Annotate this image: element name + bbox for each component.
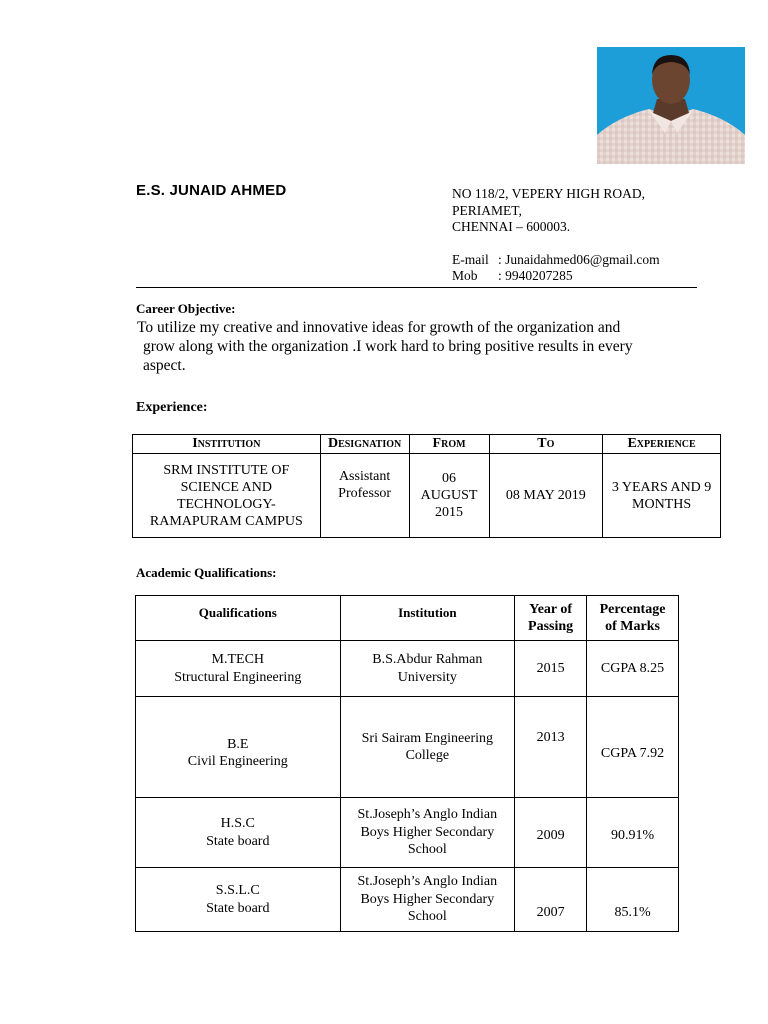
institution-cell	[340, 798, 515, 868]
experience-heading: Experience:	[136, 400, 208, 415]
cell-line: SRM INSTITUTE OF	[163, 462, 290, 478]
cell-line: School	[407, 842, 447, 858]
experience-table	[132, 434, 721, 538]
cell-line: State board	[206, 833, 270, 849]
header-line: Percentage	[599, 601, 666, 617]
cell-line: M.TECH	[211, 652, 265, 667]
cell-line: Sri Sairam Engineering	[361, 730, 494, 746]
academic-heading: Academic Qualifications:	[136, 565, 277, 580]
header-line: of Marks	[605, 619, 660, 634]
career-objective-heading: Career Objective:	[136, 301, 236, 316]
contact-block	[452, 186, 660, 285]
table-row	[136, 697, 679, 798]
cell-line: S.S.L.C	[215, 883, 260, 898]
institution-cell	[340, 868, 515, 932]
objective-line: grow along with the organization .I work hard to bring positive results in every	[143, 338, 633, 355]
header-line: Year of	[529, 601, 573, 617]
cell-line: TECHNOLOGY-	[176, 496, 276, 512]
cell-line: H.S.C	[220, 816, 255, 831]
year-cell: 2015	[515, 641, 587, 697]
qualification-cell	[136, 798, 341, 868]
column-header: Institution	[133, 435, 321, 454]
experience-header-row	[133, 435, 721, 454]
qualification-cell	[136, 868, 341, 932]
cell-line: Civil Engineering	[187, 754, 288, 769]
institution-cell	[133, 454, 321, 538]
institution-cell	[340, 697, 515, 798]
objective-line: aspect.	[143, 357, 186, 374]
mobile-label: Mob	[452, 268, 478, 283]
table-row	[136, 798, 679, 868]
cell-line: Boys Higher Secondary	[360, 891, 495, 907]
year-cell: 2013	[515, 697, 587, 798]
cell-line: 3 YEARS AND 9	[611, 479, 712, 495]
cell-line: SCIENCE AND	[180, 479, 273, 495]
cell-line: RAMAPURAM CAMPUS	[149, 513, 303, 529]
cell-line: State board	[206, 900, 270, 916]
year-cell: 2007	[515, 868, 587, 932]
header-divider	[136, 287, 697, 288]
cell-line: School	[407, 909, 447, 925]
email-row	[452, 252, 660, 269]
candidate-name: E.S. JUNAID AHMED	[136, 182, 287, 199]
cell-line: 06	[442, 471, 457, 486]
table-row	[136, 868, 679, 932]
cell-line: Professor	[338, 486, 392, 501]
marks-cell: 85.1%	[587, 868, 679, 932]
cell-line: Boys Higher Secondary	[360, 824, 495, 840]
objective-line: To utilize my creative and innovative ideas for growth of the organization and	[137, 319, 621, 336]
career-objective-text	[137, 318, 677, 375]
profile-photo	[597, 47, 745, 164]
address-line: PERIAMET,	[452, 202, 522, 218]
marks-cell: CGPA 7.92	[587, 697, 679, 798]
experience-cell	[603, 454, 721, 538]
cell-line: B.S.Abdur Rahman	[372, 652, 483, 667]
column-header: From	[409, 435, 489, 454]
academic-header-row	[136, 596, 679, 641]
address-line: CHENNAI – 600003.	[452, 219, 571, 234]
table-row	[133, 454, 721, 538]
column-header	[515, 596, 587, 641]
institution-cell	[340, 641, 515, 697]
email-label: E-mail	[452, 251, 489, 267]
cell-line: University	[397, 669, 457, 685]
column-header: Designation	[320, 435, 409, 454]
marks-cell: CGPA 8.25	[587, 641, 679, 697]
column-header: Qualifications	[136, 596, 341, 641]
column-header: Experience	[603, 435, 721, 454]
column-header: Institution	[340, 596, 515, 641]
cell-line: St.Joseph’s Anglo Indian	[357, 874, 498, 890]
cell-line: Assistant	[338, 469, 391, 484]
qualification-cell	[136, 697, 341, 798]
cell-line: AUGUST	[420, 488, 478, 503]
email-value: : Junaidahmed06@gmail.com	[498, 251, 660, 267]
year-cell: 2009	[515, 798, 587, 868]
cell-line: 2015	[435, 505, 464, 520]
mobile-row	[452, 268, 660, 285]
cell-line: MONTHS	[632, 496, 692, 512]
cell-line: St.Joseph’s Anglo Indian	[357, 807, 498, 823]
to-cell: 08 MAY 2019	[489, 454, 603, 538]
marks-cell: 90.91%	[587, 798, 679, 868]
table-row	[136, 641, 679, 697]
header-line: Passing	[528, 619, 574, 634]
designation-cell	[320, 454, 409, 538]
academic-table	[135, 595, 679, 932]
column-header: To	[489, 435, 603, 454]
cell-line: B.E	[227, 736, 249, 752]
qualification-cell	[136, 641, 341, 697]
from-cell	[409, 454, 489, 538]
address-line: NO 118/2, VEPERY HIGH ROAD,	[452, 186, 646, 201]
cell-line: College	[405, 748, 450, 763]
mobile-value: : 9940207285	[498, 268, 573, 283]
column-header	[587, 596, 679, 641]
cell-line: Structural Engineering	[174, 669, 302, 685]
